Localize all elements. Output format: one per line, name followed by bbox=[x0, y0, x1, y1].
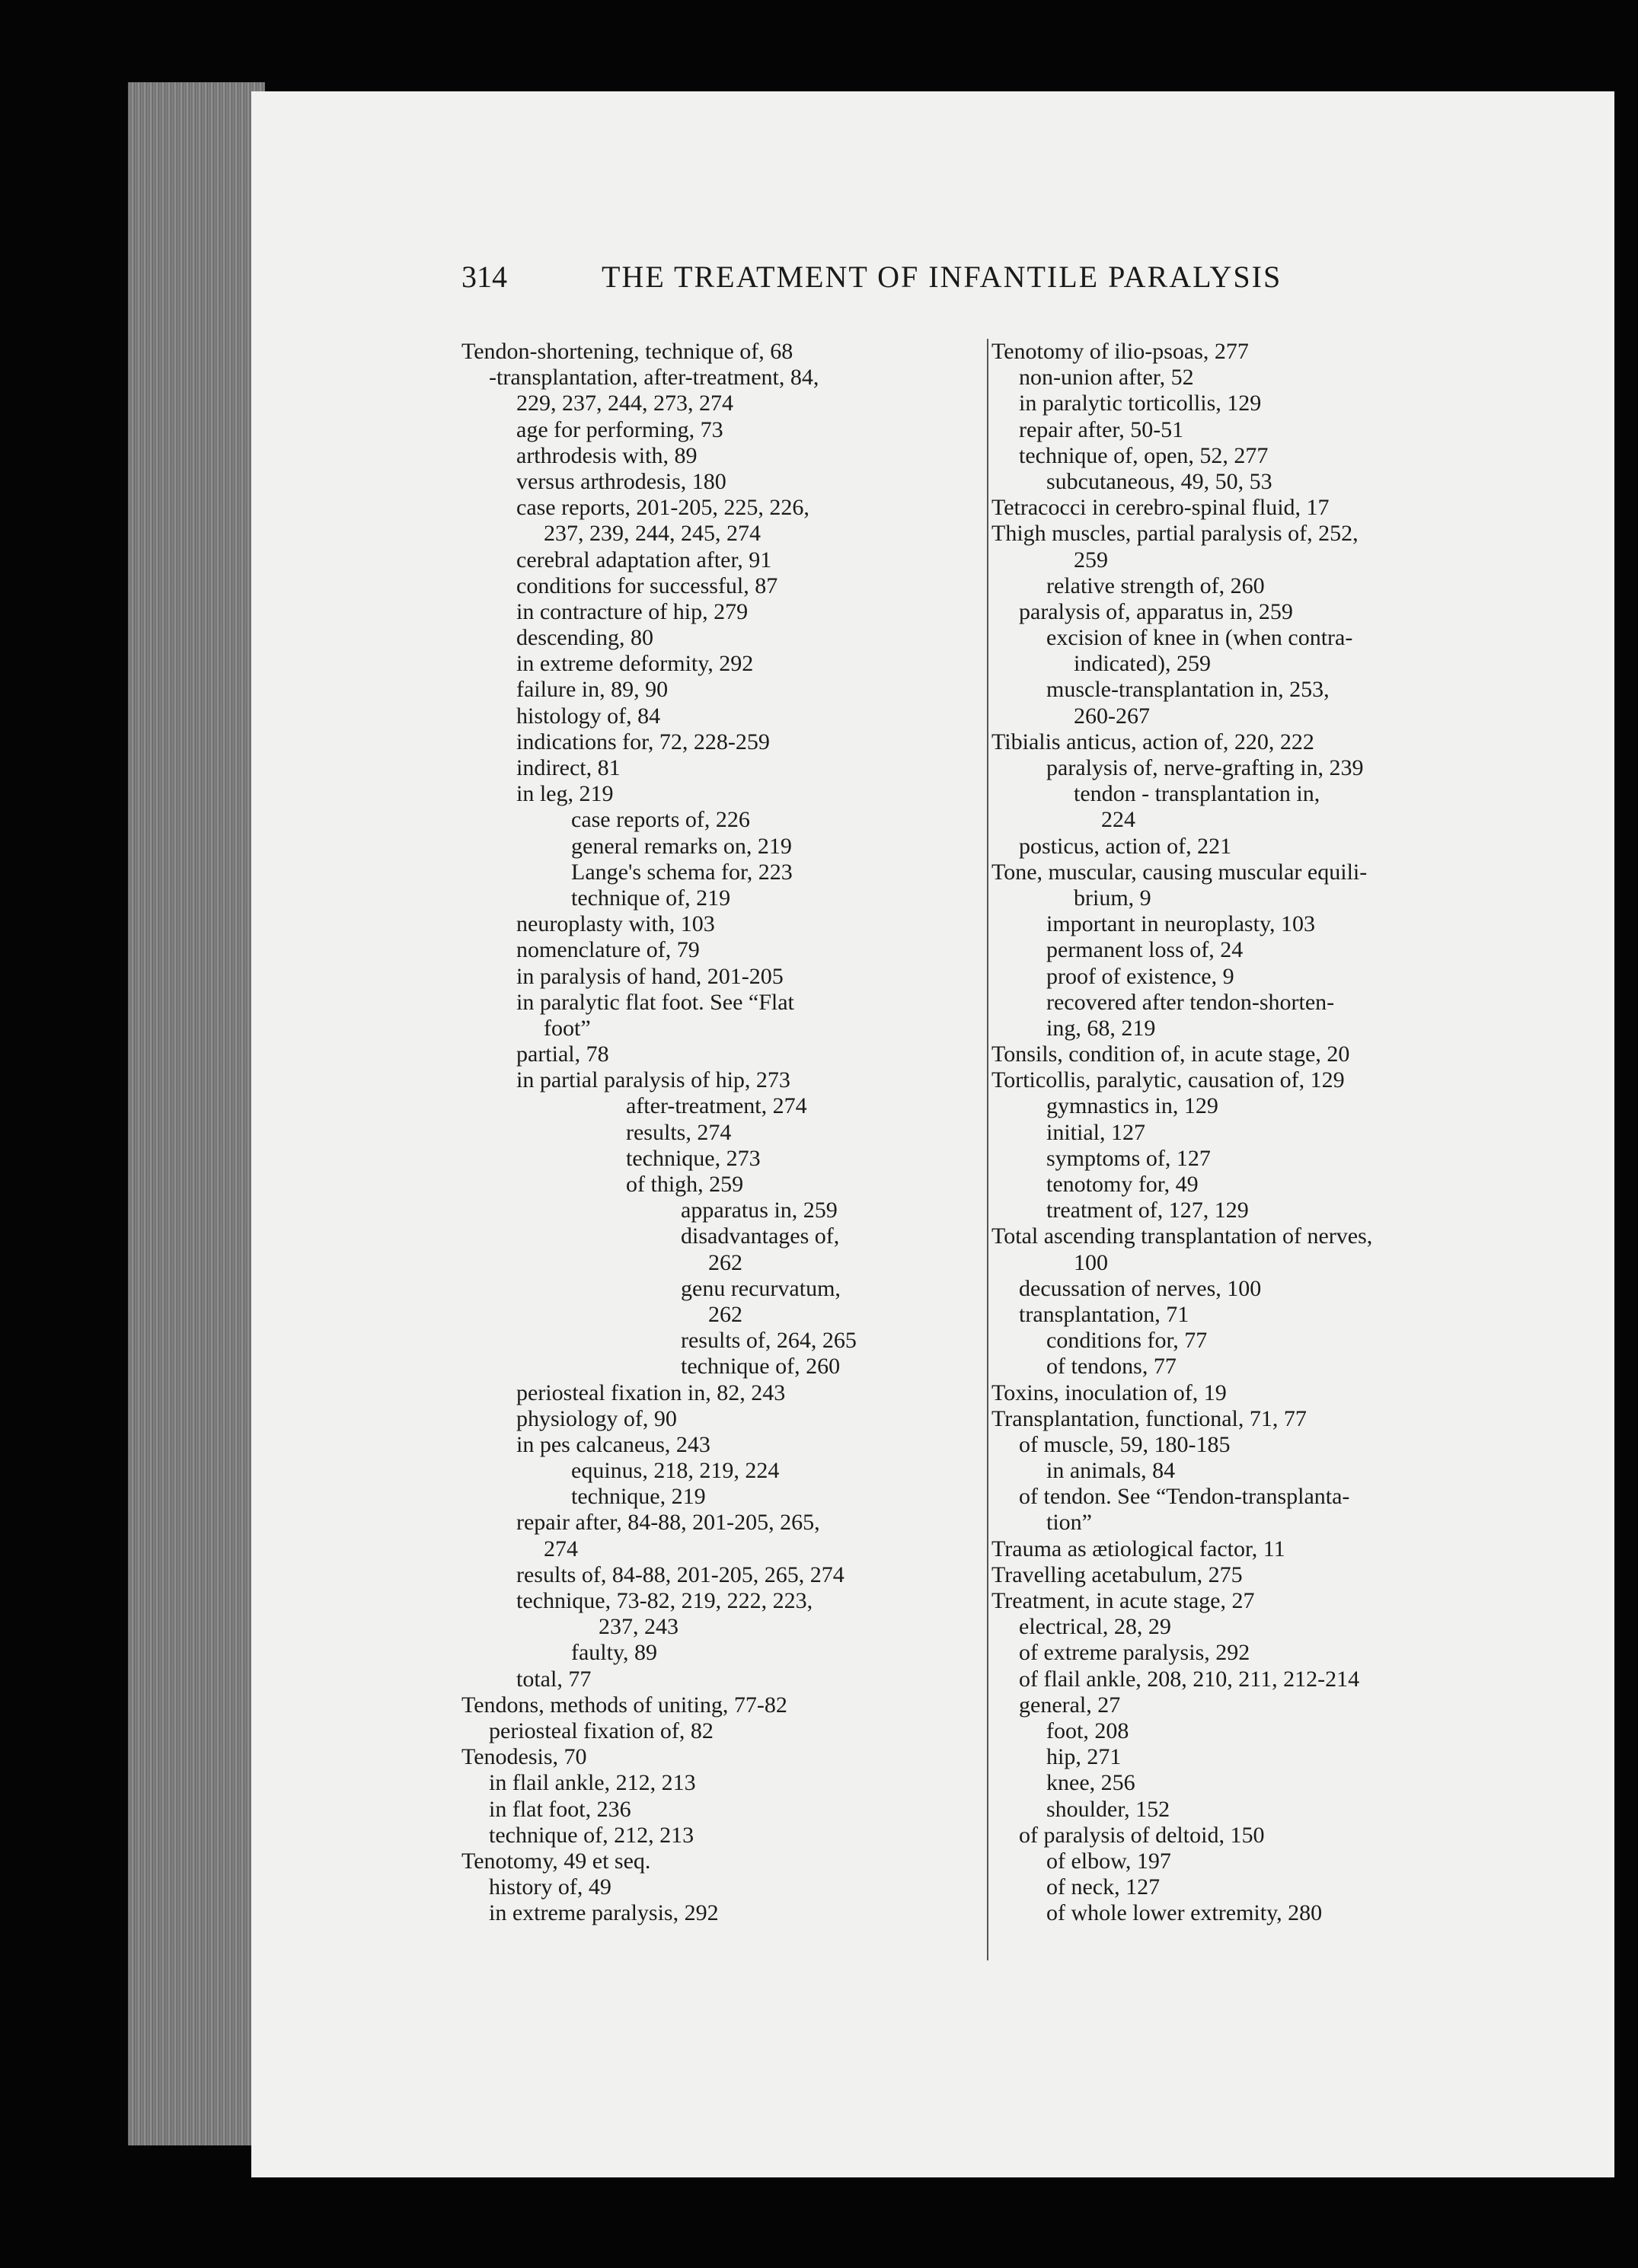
index-entry: 237, 239, 244, 245, 274 bbox=[544, 521, 761, 547]
index-entry: in paralysis of hand, 201-205 bbox=[516, 963, 784, 989]
index-entry: paralysis of, apparatus in, 259 bbox=[1019, 598, 1293, 624]
index-entry: important in neuroplasty, 103 bbox=[1046, 911, 1315, 937]
index-entry: foot” bbox=[544, 1015, 591, 1041]
index-entry: Thigh muscles, partial paralysis of, 252, bbox=[991, 521, 1359, 547]
index-entry: Tone, muscular, causing muscular equili- bbox=[991, 859, 1368, 885]
index-entry: periosteal fixation of, 82 bbox=[489, 1718, 714, 1743]
index-entry: general, 27 bbox=[1019, 1692, 1121, 1718]
index-entry: non-union after, 52 bbox=[1019, 365, 1194, 391]
index-entry: 262 bbox=[708, 1301, 742, 1327]
book-page-edges bbox=[128, 82, 265, 2145]
index-entry: conditions for, 77 bbox=[1046, 1328, 1208, 1354]
index-entry: posticus, action of, 221 bbox=[1019, 833, 1232, 859]
index-entry: transplantation, 71 bbox=[1019, 1301, 1189, 1327]
index-entry: 100 bbox=[1074, 1249, 1108, 1275]
index-entry: in paralytic torticollis, 129 bbox=[1019, 391, 1262, 416]
index-entry: genu recurvatum, bbox=[681, 1275, 841, 1301]
index-entry: tendon - transplantation in, bbox=[1074, 781, 1320, 807]
index-entry: electrical, 28, 29 bbox=[1019, 1614, 1171, 1640]
index-entry: decussation of nerves, 100 bbox=[1019, 1275, 1262, 1301]
index-entry: Toxins, inoculation of, 19 bbox=[991, 1380, 1227, 1405]
index-entry: results, 274 bbox=[626, 1119, 732, 1145]
index-entry: case reports, 201-205, 225, 226, bbox=[516, 495, 809, 521]
index-column-left bbox=[461, 339, 987, 1926]
index-entry: of flail ankle, 208, 210, 211, 212-214 bbox=[1019, 1666, 1360, 1692]
index-entry: of muscle, 59, 180-185 bbox=[1019, 1431, 1231, 1457]
index-entry: versus arthrodesis, 180 bbox=[516, 468, 726, 494]
index-entry: of extreme paralysis, 292 bbox=[1019, 1640, 1250, 1666]
index-entry: symptoms of, 127 bbox=[1046, 1145, 1211, 1171]
index-entry: Trauma as ætiological factor, 11 bbox=[991, 1536, 1285, 1561]
index-entry: excision of knee in (when contra- bbox=[1046, 625, 1353, 651]
index-entry: knee, 256 bbox=[1046, 1770, 1135, 1796]
index-entry: disadvantages of, bbox=[681, 1223, 840, 1249]
index-entry: paralysis of, nerve-grafting in, 239 bbox=[1046, 755, 1364, 780]
index-entry: Tibialis anticus, action of, 220, 222 bbox=[991, 729, 1314, 754]
index-entry: of tendon. See “Tendon-transplanta- bbox=[1019, 1484, 1350, 1510]
index-entry: technique, 73-82, 219, 222, 223, bbox=[516, 1588, 813, 1613]
index-entry: 262 bbox=[708, 1249, 742, 1275]
column-rule bbox=[987, 339, 988, 1960]
index-entry: technique of, open, 52, 277 bbox=[1019, 442, 1269, 468]
index-entry: apparatus in, 259 bbox=[681, 1198, 838, 1223]
index-entry: in leg, 219 bbox=[516, 781, 614, 807]
running-title: THE TREATMENT OF INFANTILE PARALYSIS bbox=[602, 260, 1282, 294]
index-entry: hip, 271 bbox=[1046, 1744, 1122, 1770]
index-entry: results of, 84-88, 201-205, 265, 274 bbox=[516, 1561, 845, 1587]
index-entry: -transplantation, after-treatment, 84, bbox=[489, 365, 819, 391]
index-entry: Tendons, methods of uniting, 77-82 bbox=[461, 1692, 787, 1718]
index-entry: shoulder, 152 bbox=[1046, 1796, 1170, 1822]
index-entry: in extreme deformity, 292 bbox=[516, 651, 754, 677]
index-entry: indications for, 72, 228-259 bbox=[516, 729, 770, 754]
index-entry: nomenclature of, 79 bbox=[516, 937, 700, 963]
index-entry: treatment of, 127, 129 bbox=[1046, 1198, 1249, 1223]
index-entry: failure in, 89, 90 bbox=[516, 677, 669, 703]
running-header bbox=[461, 259, 1375, 305]
index-entry: 260-267 bbox=[1074, 703, 1150, 729]
index-entry: Tetracocci in cerebro-spinal fluid, 17 bbox=[991, 495, 1330, 521]
index-entry: partial, 78 bbox=[516, 1041, 609, 1067]
index-entry: brium, 9 bbox=[1074, 885, 1151, 911]
index-entry: proof of existence, 9 bbox=[1046, 963, 1234, 989]
index-entry: 259 bbox=[1074, 547, 1108, 573]
index-entry: 237, 243 bbox=[599, 1614, 679, 1640]
index-entry: case reports of, 226 bbox=[571, 807, 750, 833]
index-entry: physiology of, 90 bbox=[516, 1405, 677, 1431]
index-entry: Tenotomy, 49 et seq. bbox=[461, 1848, 651, 1874]
index-entry: history of, 49 bbox=[489, 1874, 611, 1900]
index-entry: recovered after tendon-shorten- bbox=[1046, 989, 1335, 1015]
index-entry: Torticollis, paralytic, causation of, 129 bbox=[991, 1067, 1345, 1093]
index-entry: in pes calcaneus, 243 bbox=[516, 1431, 710, 1457]
index-entry: Tenotomy of ilio-psoas, 277 bbox=[991, 339, 1249, 364]
index-entry: technique of, 260 bbox=[681, 1354, 841, 1380]
index-entry: ing, 68, 219 bbox=[1046, 1015, 1156, 1041]
index-entry: in flat foot, 236 bbox=[489, 1796, 631, 1822]
index-entry: equinus, 218, 219, 224 bbox=[571, 1458, 780, 1484]
index-entry: technique, 273 bbox=[626, 1145, 761, 1171]
index-entry: arthrodesis with, 89 bbox=[516, 442, 698, 468]
index-entry: periosteal fixation in, 82, 243 bbox=[516, 1380, 786, 1405]
index-entry: neuroplasty with, 103 bbox=[516, 911, 715, 937]
index-entry: Travelling acetabulum, 275 bbox=[991, 1561, 1243, 1587]
index-entry: Total ascending transplantation of nerves, bbox=[991, 1223, 1373, 1249]
index-entry: gymnastics in, 129 bbox=[1046, 1093, 1218, 1119]
index-entry: in animals, 84 bbox=[1046, 1458, 1176, 1484]
index-entry: in paralytic flat foot. See “Flat bbox=[516, 989, 794, 1015]
index-entry: Lange's schema for, 223 bbox=[571, 859, 793, 885]
index-entry: Treatment, in acute stage, 27 bbox=[991, 1588, 1255, 1613]
index-column-right bbox=[991, 339, 1505, 1926]
index-entry: 229, 237, 244, 273, 274 bbox=[516, 391, 733, 416]
index-entry: tenotomy for, 49 bbox=[1046, 1172, 1199, 1197]
index-entry: in partial paralysis of hip, 273 bbox=[516, 1067, 790, 1093]
index-entry: of thigh, 259 bbox=[626, 1172, 744, 1197]
index-entry: descending, 80 bbox=[516, 625, 653, 651]
index-entry: Tenodesis, 70 bbox=[461, 1744, 587, 1770]
index-entry: indirect, 81 bbox=[516, 755, 621, 780]
index-entry: histology of, 84 bbox=[516, 703, 661, 729]
index-entry: Tendon-shortening, technique of, 68 bbox=[461, 339, 793, 364]
index-entry: relative strength of, 260 bbox=[1046, 573, 1265, 598]
index-entry: after-treatment, 274 bbox=[626, 1093, 807, 1119]
index-entry: faulty, 89 bbox=[571, 1640, 658, 1666]
index-entry: permanent loss of, 24 bbox=[1046, 937, 1244, 963]
index-entry: results of, 264, 265 bbox=[681, 1328, 857, 1354]
index-entry: Transplantation, functional, 71, 77 bbox=[991, 1405, 1307, 1431]
index-entry: technique, 219 bbox=[571, 1484, 706, 1510]
index-entry: age for performing, 73 bbox=[516, 416, 723, 442]
index-entry: foot, 208 bbox=[1046, 1718, 1129, 1743]
index-entry: tion” bbox=[1046, 1510, 1092, 1536]
index-entry: in extreme paralysis, 292 bbox=[489, 1900, 719, 1926]
index-entry: initial, 127 bbox=[1046, 1119, 1145, 1145]
index-entry: 224 bbox=[1101, 807, 1135, 833]
index-entry: repair after, 50-51 bbox=[1019, 416, 1184, 442]
index-entry: subcutaneous, 49, 50, 53 bbox=[1046, 468, 1272, 494]
index-entry: technique of, 219 bbox=[571, 885, 731, 911]
page-number: 314 bbox=[461, 260, 507, 294]
index-entry: of tendons, 77 bbox=[1046, 1354, 1177, 1380]
index-entry: of elbow, 197 bbox=[1046, 1848, 1171, 1874]
index-entry: of whole lower extremity, 280 bbox=[1046, 1900, 1323, 1926]
index-entry: cerebral adaptation after, 91 bbox=[516, 547, 772, 573]
index-entry: total, 77 bbox=[516, 1666, 592, 1692]
index-entry: general remarks on, 219 bbox=[571, 833, 792, 859]
index-entry: of paralysis of deltoid, 150 bbox=[1019, 1822, 1265, 1848]
index-entry: in contracture of hip, 279 bbox=[516, 598, 749, 624]
index-entry: 274 bbox=[544, 1536, 578, 1561]
index-entry: in flail ankle, 212, 213 bbox=[489, 1770, 696, 1796]
index-entry: indicated), 259 bbox=[1074, 651, 1211, 677]
index-entry: muscle-transplantation in, 253, bbox=[1046, 677, 1330, 703]
index-entry: Tonsils, condition of, in acute stage, 20 bbox=[991, 1041, 1350, 1067]
index-entry: of neck, 127 bbox=[1046, 1874, 1161, 1900]
index-entry: technique of, 212, 213 bbox=[489, 1822, 694, 1848]
index-entry: repair after, 84-88, 201-205, 265, bbox=[516, 1510, 820, 1536]
index-entry: conditions for successful, 87 bbox=[516, 573, 778, 598]
